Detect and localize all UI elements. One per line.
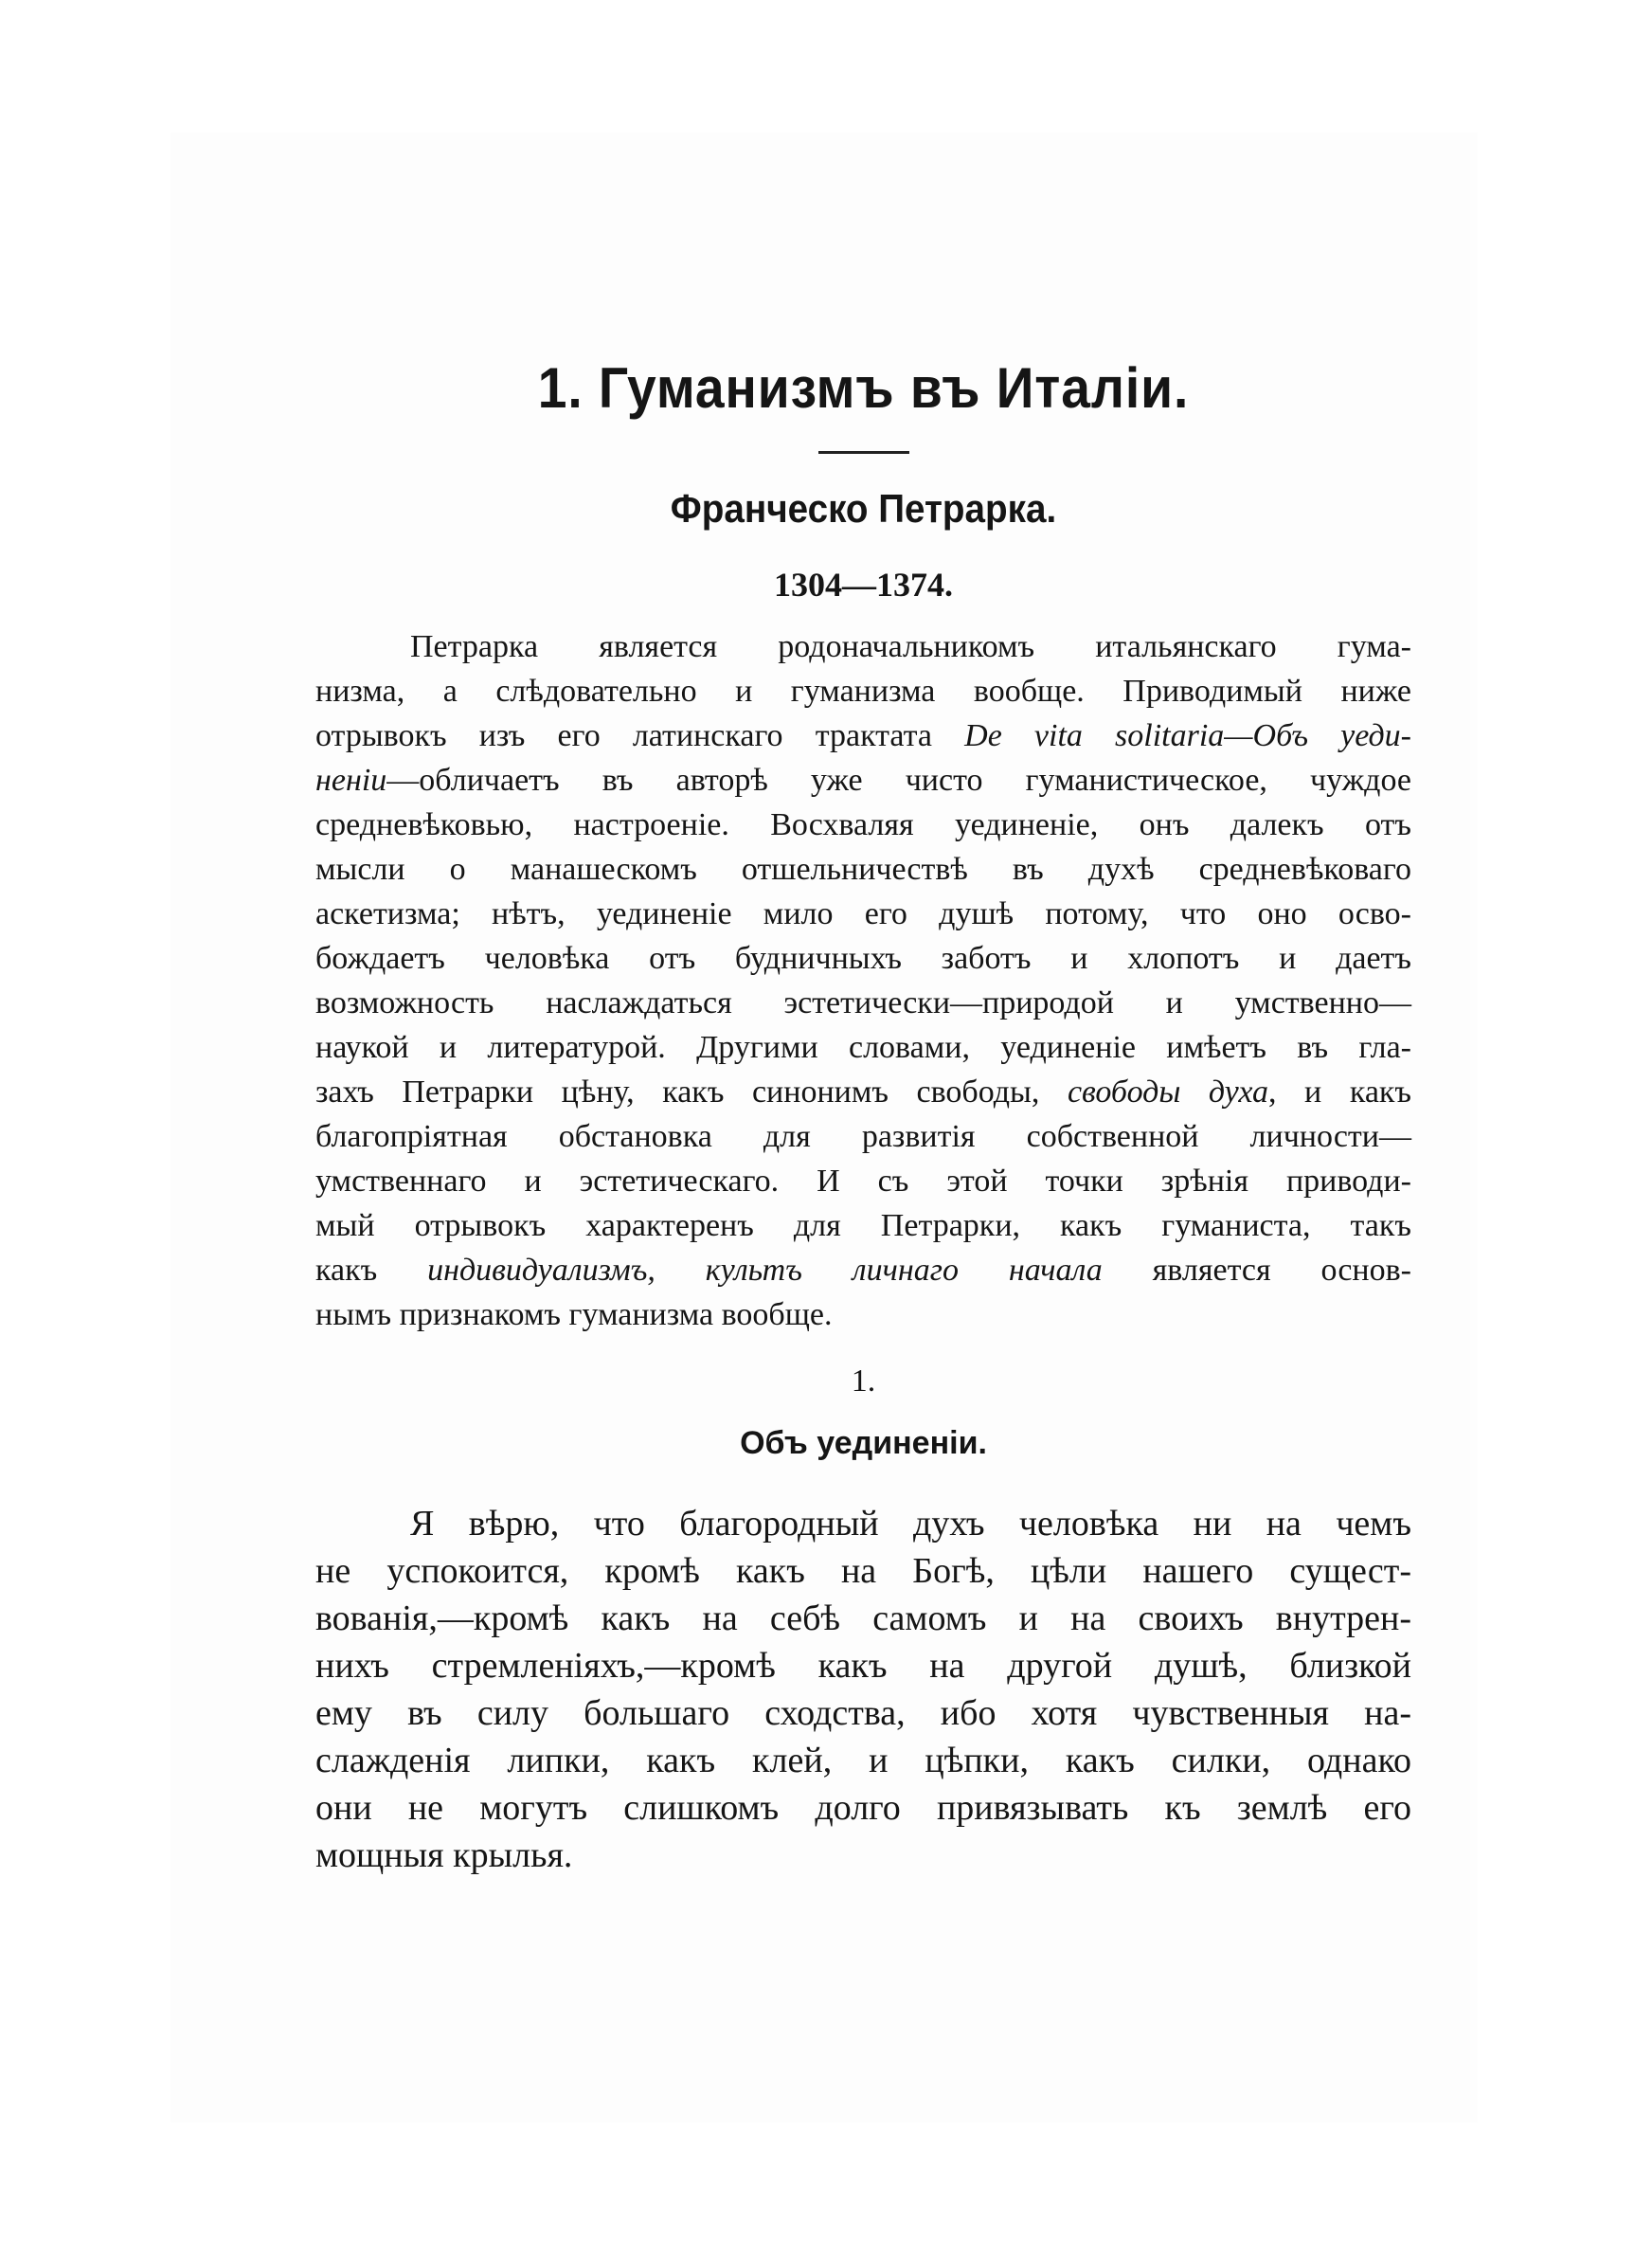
- body-paragraph: [315, 1500, 1411, 1879]
- body-line: нихъ стремленіяхъ,—кромѣ какъ на другой душѣ, близкой: [315, 1646, 1411, 1686]
- intro-line: средневѣковью, настроеніе. Восхваляя уединеніе, онъ далекъ отъ: [315, 807, 1411, 842]
- section-title: Объ уединеніи.: [740, 1425, 987, 1461]
- intro-line: мый отрывокъ характеренъ для Петрарки, какъ гуманиста, такъ: [315, 1208, 1411, 1243]
- intro-line: низма, а слѣдовательно и гуманизма вообще. Приводимый ниже: [315, 674, 1411, 709]
- chapter-title: 1. Гуманизмъ въ Италіи.: [537, 356, 1190, 420]
- author-heading: Франческо Петрарка.: [670, 486, 1057, 531]
- document-page: [315, 351, 1411, 1879]
- body-line: вованія,—кромѣ какъ на себѣ самомъ и на своихъ внутрен-: [315, 1598, 1411, 1638]
- intro-line: умственнаго и эстетическаго. И съ этой точки зрѣнія приводи-: [315, 1164, 1411, 1199]
- intro-line: возможность наслаждаться эстетически—природой и умственно—: [315, 985, 1411, 1020]
- author-years: 1304—1374.: [774, 566, 953, 604]
- body-line: они не могутъ слишкомъ долго привязывать къ землѣ его: [315, 1788, 1411, 1828]
- body-line: не успокоится, кромѣ какъ на Богѣ, цѣли нашего сущест-: [315, 1551, 1411, 1591]
- body-line: слажденія липки, какъ клей, и цѣпки, какъ силки, однако: [315, 1741, 1411, 1780]
- section-number: 1.: [851, 1363, 876, 1399]
- intro-line: Петрарка является родоначальникомъ итальянскаго гума-: [410, 629, 1411, 664]
- intro-line: отрывокъ изъ его латинскаго трактата De vita solitaria—Объ уеди-: [315, 718, 1411, 753]
- intro-line: нымъ признакомъ гуманизма вообще.: [315, 1297, 833, 1332]
- intro-line: неніи—обличаетъ въ авторѣ уже чисто гуманистическое, чуждое: [315, 763, 1411, 798]
- intro-line: бождаетъ человѣка отъ будничныхъ заботъ и хлопотъ и даетъ: [315, 941, 1411, 976]
- intro-line: мысли о манашескомъ отшельничествѣ въ духѣ средневѣковаго: [315, 852, 1411, 887]
- intro-line: аскетизма; нѣтъ, уединеніе мило его душѣ потому, что оно осво-: [315, 896, 1411, 931]
- body-line: Я вѣрю, что благородный духъ человѣка ни на чемъ: [410, 1504, 1411, 1544]
- intro-line: наукой и литературой. Другими словами, уединеніе имѣетъ въ гла-: [315, 1030, 1411, 1065]
- intro-paragraph: [315, 624, 1411, 1337]
- title-divider: [818, 451, 909, 454]
- body-line: ему въ силу большаго сходства, ибо хотя чувственныя на-: [315, 1693, 1411, 1733]
- intro-line: какъ индивидуализмъ, культъ личнаго начала является основ-: [315, 1253, 1411, 1288]
- intro-line: благопріятная обстановка для развитія собственной личности—: [315, 1119, 1411, 1154]
- body-line: мощныя крылья.: [315, 1835, 573, 1875]
- intro-line: захъ Петрарки цѣну, какъ синонимъ свободы, свободы духа, и какъ: [315, 1074, 1412, 1110]
